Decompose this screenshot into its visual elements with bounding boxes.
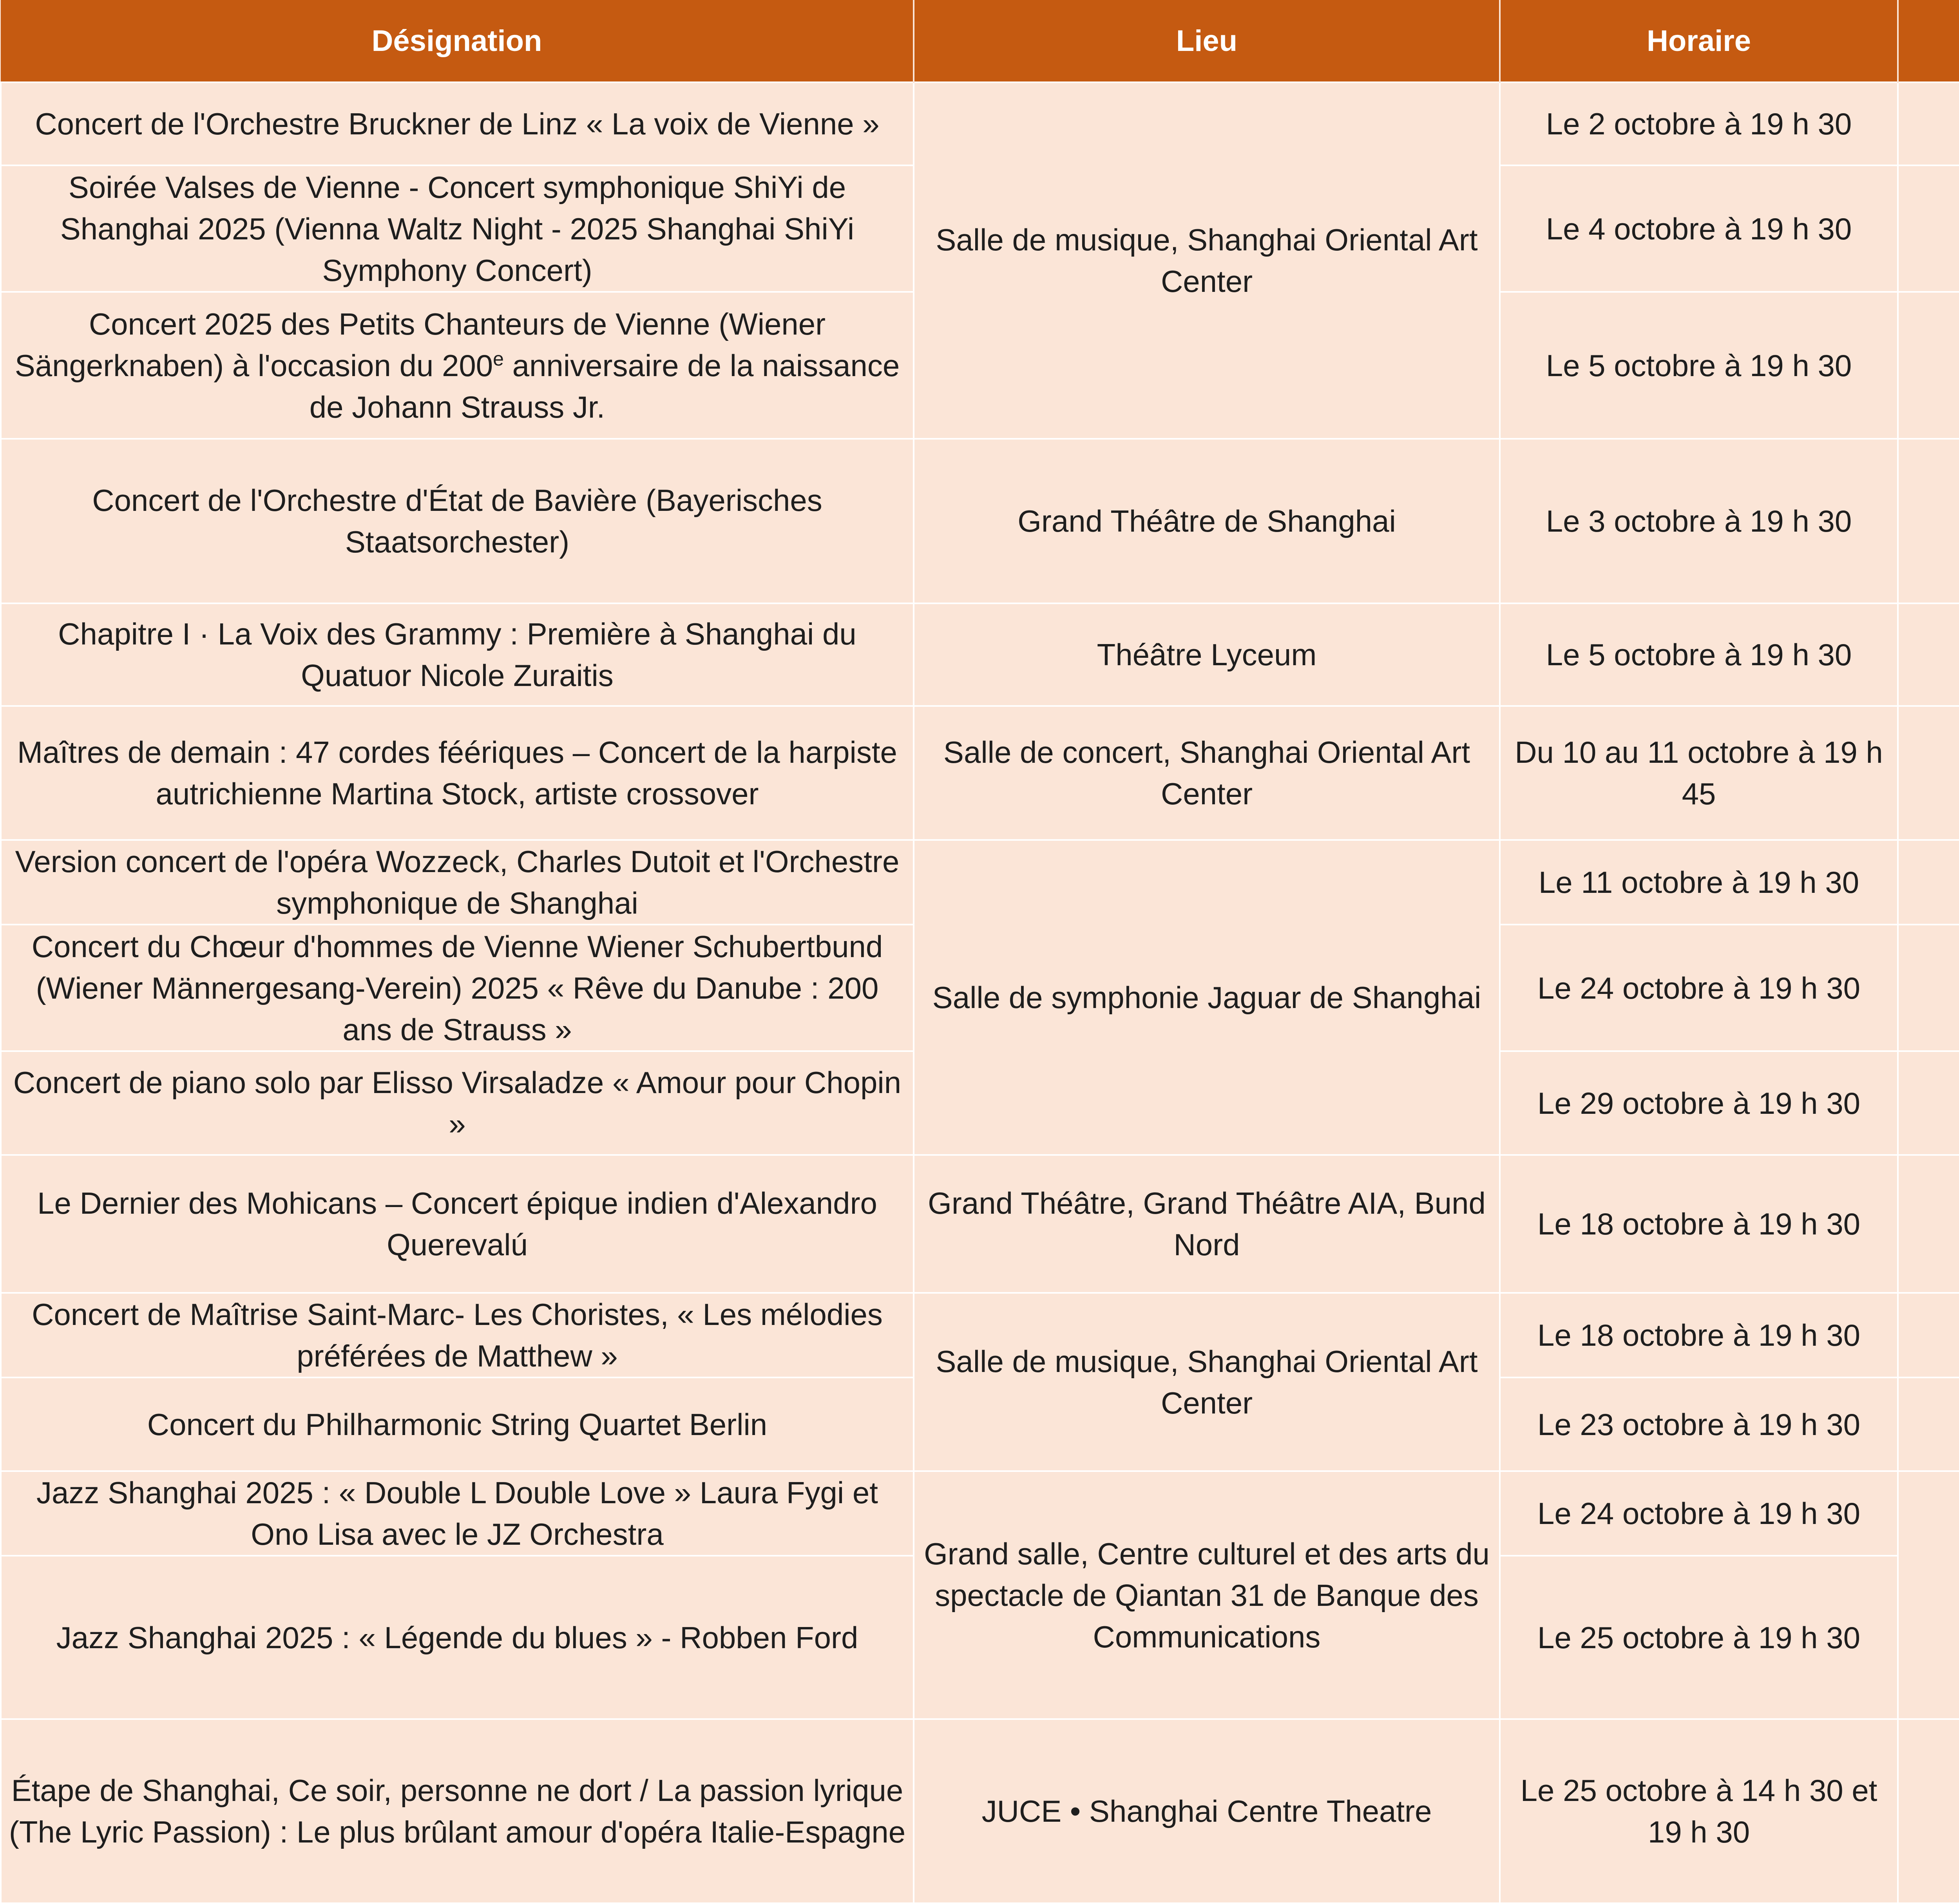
lieu-cell: Théâtre Lyceum bbox=[914, 603, 1500, 706]
horaire-cell: Le 24 octobre à 19 h 30 bbox=[1500, 925, 1898, 1051]
horaire-cell: Le 2 octobre à 19 h 30 bbox=[1500, 82, 1898, 165]
table-row bbox=[1, 1471, 1959, 1556]
table-row bbox=[1, 82, 1959, 165]
horaire-cell: Le 5 octobre à 19 h 30 bbox=[1500, 292, 1898, 439]
table-row bbox=[1, 603, 1959, 706]
lieu-cell: Grand Théâtre, Grand Théâtre AIA, Bund Nord bbox=[914, 1155, 1500, 1293]
horaire-cell: Le 18 octobre à 19 h 30 bbox=[1500, 1155, 1898, 1293]
designation-cell: Soirée Valses de Vienne - Concert symphonique ShiYi de Shanghai 2025 (Vienna Waltz Night - 2025 Shanghai ShiYi Symphony Concert) bbox=[1, 165, 914, 292]
lieu-cell: JUCE • Shanghai Centre Theatre bbox=[914, 1719, 1500, 1903]
lieu-cell: Salle de symphonie Jaguar de Shanghai bbox=[914, 840, 1500, 1155]
horaire-cell: Le 5 octobre à 19 h 30 bbox=[1500, 603, 1898, 706]
tarif-cell bbox=[1898, 1719, 1959, 1903]
header-designation: Désignation bbox=[1, 0, 914, 82]
header-tarif bbox=[1898, 0, 1959, 82]
designation-text: anniversaire de la naissance de Johann Strauss Jr. bbox=[309, 348, 900, 424]
designation-cell: Concert de l'Orchestre d'État de Bavière (Bayerisches Staatsorchester) bbox=[1, 439, 914, 603]
designation-cell: Concert de piano solo par Elisso Virsaladze « Amour pour Chopin » bbox=[1, 1051, 914, 1155]
designation-cell: Concert de l'Orchestre Bruckner de Linz « La voix de Vienne » bbox=[1, 82, 914, 165]
designation-cell bbox=[1, 292, 914, 439]
horaire-cell: Le 25 octobre à 19 h 30 bbox=[1500, 1556, 1898, 1719]
table-row bbox=[1, 439, 1959, 603]
designation-cell: Le Dernier des Mohicans – Concert épique indien d'Alexandro Querevalú bbox=[1, 1155, 914, 1293]
horaire-cell: Le 11 octobre à 19 h 30 bbox=[1500, 840, 1898, 925]
tarif-cell bbox=[1898, 840, 1959, 925]
tarif-cell bbox=[1898, 292, 1959, 439]
ordinal-superscript: e bbox=[493, 347, 504, 370]
designation-cell: Concert du Chœur d'hommes de Vienne Wiener Schubertbund (Wiener Männergesang-Verein) 2025 « Rêve du Danube : 200 ans de Strauss » bbox=[1, 925, 914, 1051]
designation-cell: Jazz Shanghai 2025 : « Légende du blues » - Robben Ford bbox=[1, 1556, 914, 1719]
horaire-cell: Le 4 octobre à 19 h 30 bbox=[1500, 165, 1898, 292]
designation-text: Concert 2025 des Petits Chanteurs de Vienne (Wiener Sängerknaben) à l'occasion du 200 bbox=[14, 306, 826, 383]
designation-cell: Chapitre I · La Voix des Grammy : Première à Shanghai du Quatuor Nicole Zuraitis bbox=[1, 603, 914, 706]
table-row bbox=[1, 1155, 1959, 1293]
header-horaire: Horaire bbox=[1500, 0, 1898, 82]
tarif-cell bbox=[1898, 603, 1959, 706]
designation-cell: Version concert de l'opéra Wozzeck, Charles Dutoit et l'Orchestre symphonique de Shanghai bbox=[1, 840, 914, 925]
horaire-cell: Le 25 octobre à 14 h 30 et 19 h 30 bbox=[1500, 1719, 1898, 1903]
header-row bbox=[1, 0, 1959, 82]
tarif-cell bbox=[1898, 439, 1959, 603]
tarif-cell bbox=[1898, 1293, 1959, 1377]
horaire-cell: Le 3 octobre à 19 h 30 bbox=[1500, 439, 1898, 603]
tarif-cell bbox=[1898, 1051, 1959, 1155]
lieu-cell: Salle de musique, Shanghai Oriental Art Center bbox=[914, 1293, 1500, 1471]
header-lieu: Lieu bbox=[914, 0, 1500, 82]
table-row bbox=[1, 1293, 1959, 1377]
horaire-cell: Le 23 octobre à 19 h 30 bbox=[1500, 1377, 1898, 1471]
designation-cell: Jazz Shanghai 2025 : « Double L Double Love » Laura Fygi et Ono Lisa avec le JZ Orchestra bbox=[1, 1471, 914, 1556]
table-row bbox=[1, 706, 1959, 840]
lieu-cell: Salle de musique, Shanghai Oriental Art Center bbox=[914, 82, 1500, 439]
horaire-cell: Du 10 au 11 octobre à 19 h 45 bbox=[1500, 706, 1898, 840]
lieu-cell: Grand salle, Centre culturel et des arts du spectacle de Qiantan 31 de Banque des Communications bbox=[914, 1471, 1500, 1719]
designation-cell: Concert de Maîtrise Saint-Marc- Les Choristes, « Les mélodies préférées de Matthew » bbox=[1, 1293, 914, 1377]
tarif-cell bbox=[1898, 1377, 1959, 1471]
lieu-cell: Salle de concert, Shanghai Oriental Art Center bbox=[914, 706, 1500, 840]
table-row bbox=[1, 840, 1959, 925]
lieu-cell: Grand Théâtre de Shanghai bbox=[914, 439, 1500, 603]
tarif-cell bbox=[1898, 1471, 1959, 1719]
horaire-cell: Le 18 octobre à 19 h 30 bbox=[1500, 1293, 1898, 1377]
designation-cell: Maîtres de demain : 47 cordes féériques – Concert de la harpiste autrichienne Martina Stock, artiste crossover bbox=[1, 706, 914, 840]
designation-cell: Concert du Philharmonic String Quartet Berlin bbox=[1, 1377, 914, 1471]
tarif-cell bbox=[1898, 1155, 1959, 1293]
tarif-cell bbox=[1898, 165, 1959, 292]
tarif-cell bbox=[1898, 706, 1959, 840]
designation-cell: Étape de Shanghai, Ce soir, personne ne dort / La passion lyrique (The Lyric Passion) : Le plus brûlant amour d'opéra Italie-Espagne bbox=[1, 1719, 914, 1903]
horaire-cell: Le 29 octobre à 19 h 30 bbox=[1500, 1051, 1898, 1155]
tarif-cell bbox=[1898, 925, 1959, 1051]
tarif-cell bbox=[1898, 82, 1959, 165]
table-row bbox=[1, 1719, 1959, 1903]
horaire-cell: Le 24 octobre à 19 h 30 bbox=[1500, 1471, 1898, 1556]
